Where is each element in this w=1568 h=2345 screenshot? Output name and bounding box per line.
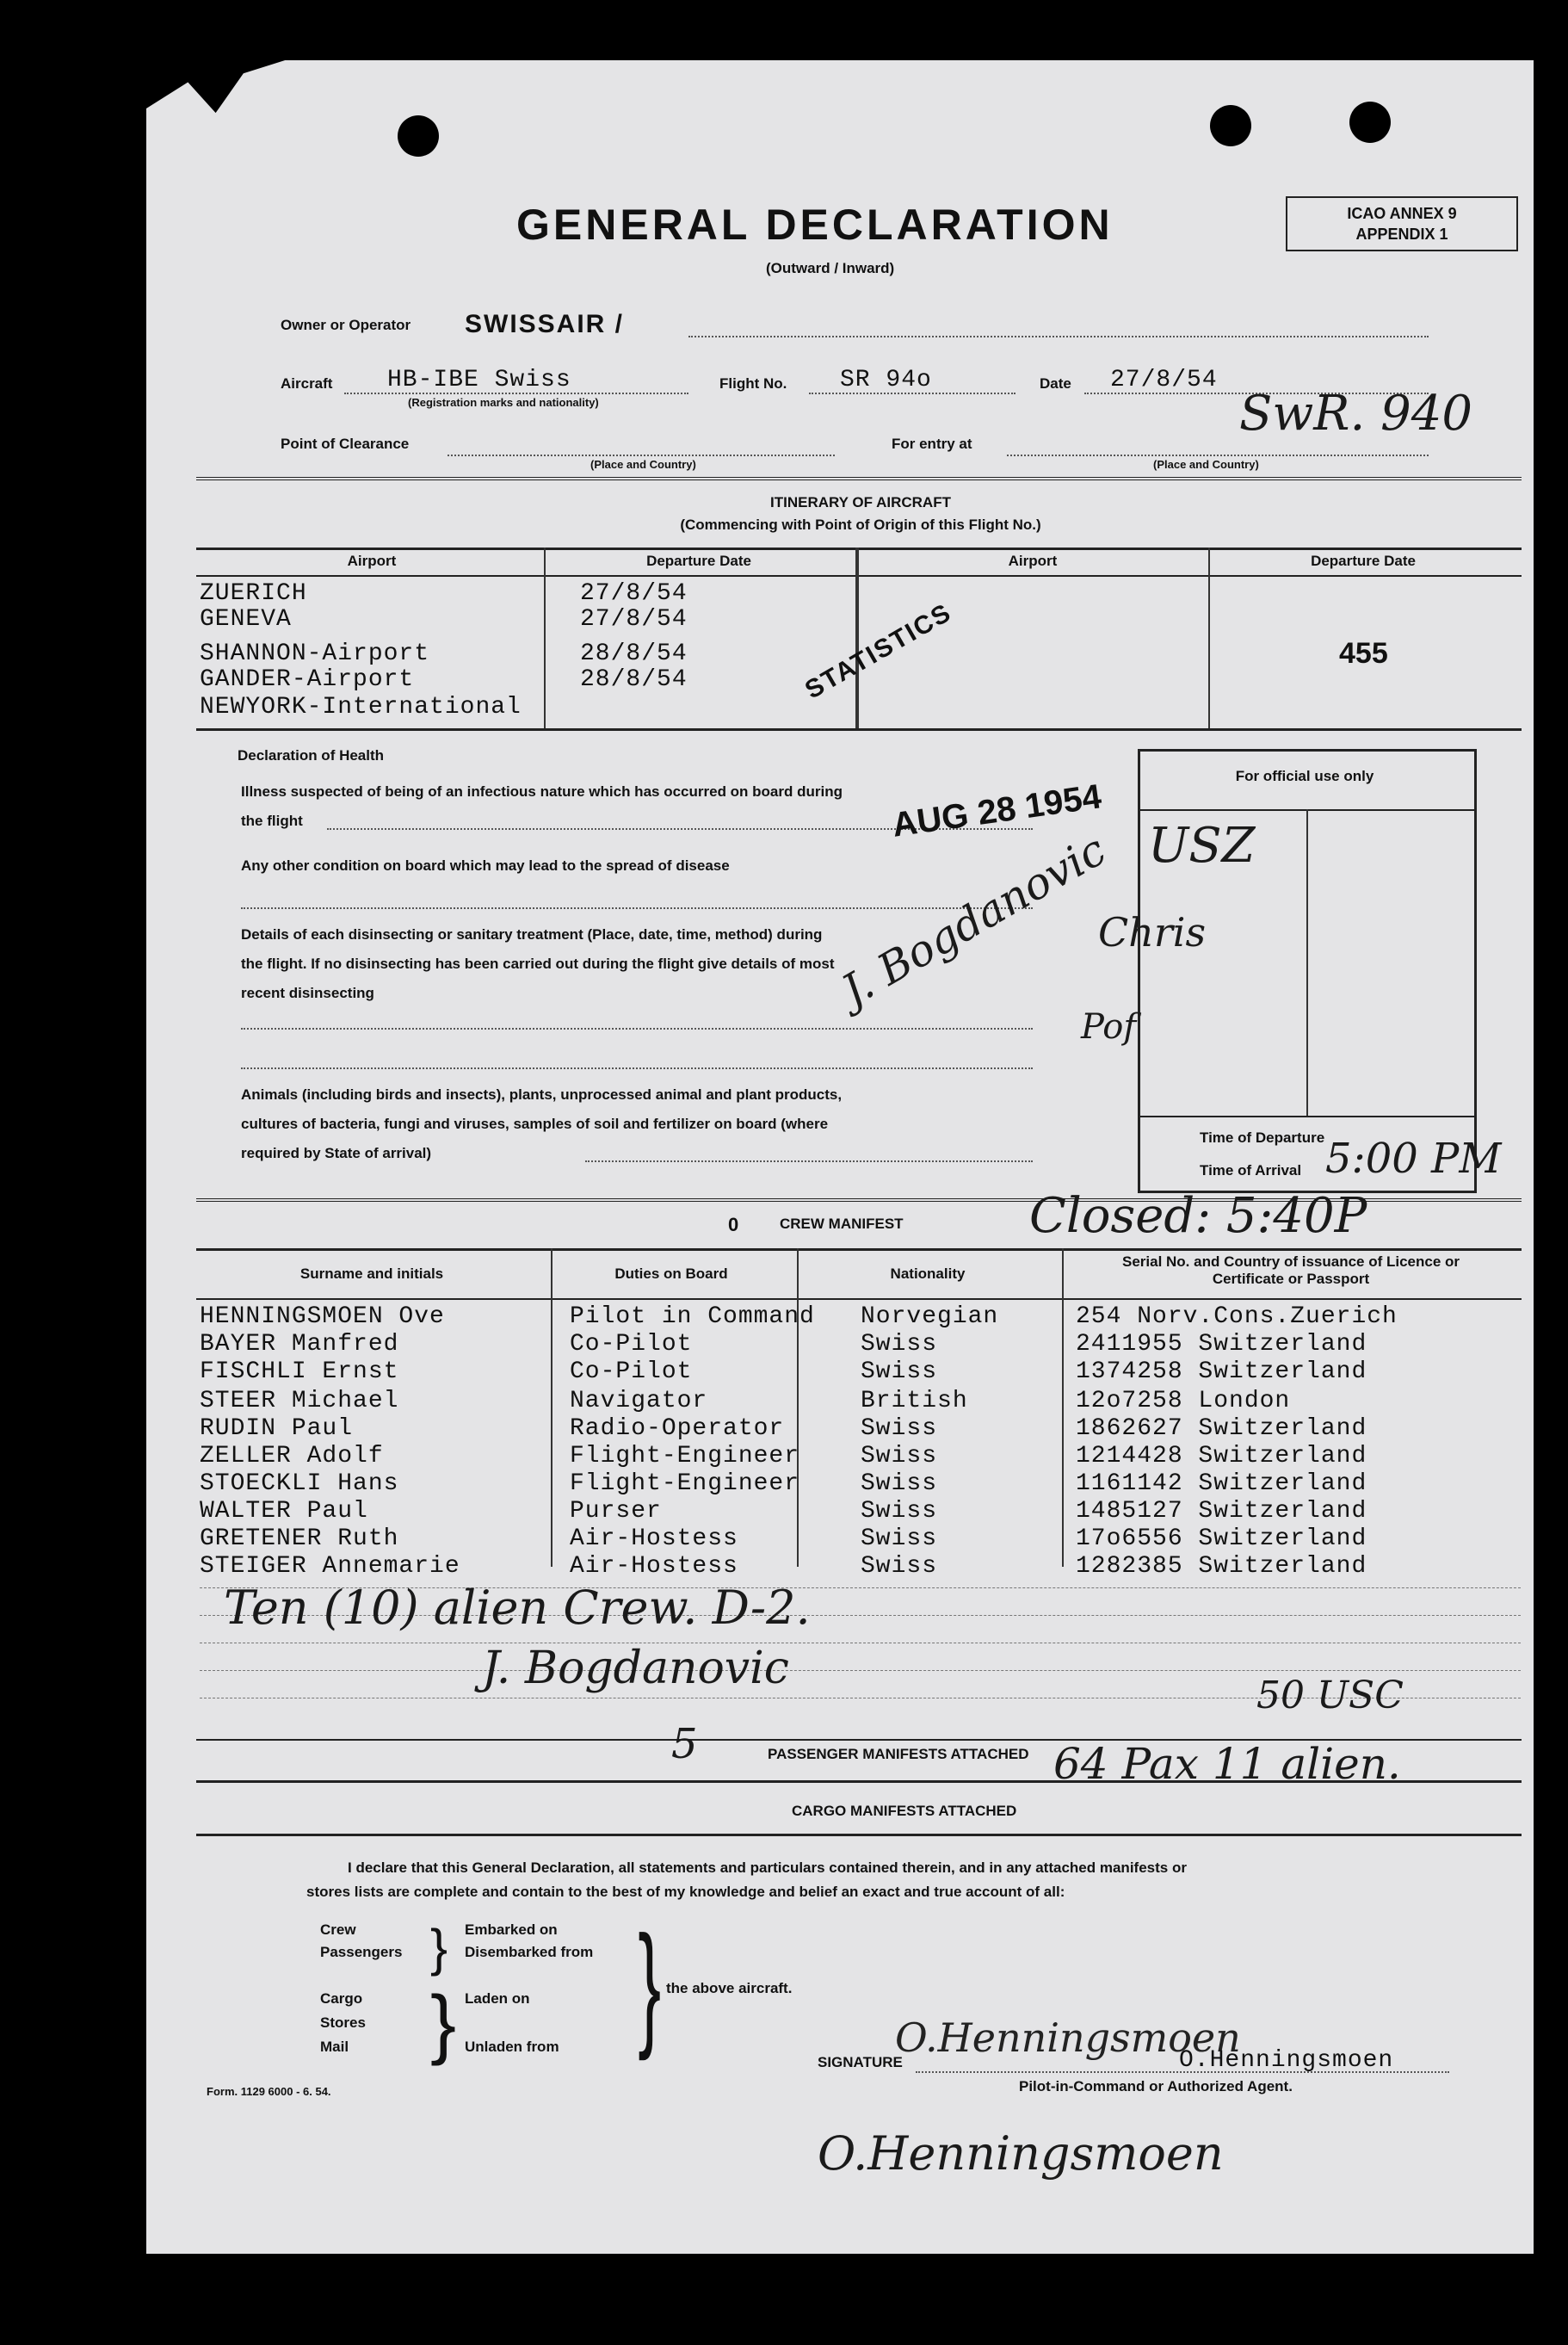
- crew-divider: [797, 1248, 799, 1567]
- crew-count-mark: 0: [728, 1214, 739, 1235]
- crew-name: WALTER Paul: [200, 1498, 368, 1525]
- crew-nat: Swiss: [861, 1525, 938, 1552]
- official-rule: [1138, 1116, 1474, 1117]
- health-q3-line1: Details of each disinsecting or sanitary treatment (Place, date, time, method) during: [241, 926, 823, 943]
- crew-duty: Purser: [570, 1498, 662, 1525]
- crew-divider: [551, 1248, 553, 1567]
- inspector-signature: J. Bogdanovic: [833, 825, 1114, 1016]
- date-value: 27/8/54: [1110, 367, 1218, 393]
- crew-hand-note: Ten (10) alien Crew. D-2.: [224, 1581, 811, 1635]
- date-label: Date: [1040, 375, 1071, 392]
- official-use-label: For official use only: [1235, 768, 1374, 784]
- crew-serial: 1485127 Switzerland: [1076, 1498, 1367, 1525]
- pilot-signature: O.Henningsmoen: [895, 2014, 1241, 2061]
- itin-header-airport-2: Airport: [1008, 553, 1058, 569]
- health-q4-answer: [585, 1160, 1033, 1162]
- health-q1-line2: the flight: [241, 813, 303, 829]
- itin-date: 28/8/54: [580, 666, 688, 693]
- rule: [196, 728, 1522, 731]
- handwritten-flight: SwR. 940: [1239, 386, 1472, 442]
- passenger-count-hand: 5: [671, 1720, 698, 1768]
- crew-serial: 2411955 Switzerland: [1076, 1331, 1367, 1358]
- decl-disembarked: Disembarked from: [465, 1944, 594, 1960]
- entry-label: For entry at: [892, 436, 972, 452]
- crew-serial: 1282385 Switzerland: [1076, 1553, 1367, 1580]
- declaration-line-1: I declare that this General Declaration, all statements and particulars contained therein, and in any attached manifests or: [348, 1859, 1187, 1876]
- place-country-note-2: (Place and Country): [1153, 458, 1259, 471]
- rule: [196, 1298, 1522, 1300]
- crew-name: STOECKLI Hans: [200, 1470, 399, 1497]
- decl-right: the above aircraft.: [666, 1980, 793, 1996]
- crew-serial: 17o6556 Switzerland: [1076, 1525, 1367, 1552]
- passenger-hand: 64 Pax 11 alien.: [1053, 1739, 1401, 1789]
- health-q4-line1: Animals (including birds and insects), plants, unprocessed animal and plant products,: [241, 1086, 843, 1103]
- rule: [196, 1834, 1522, 1836]
- closed-hand: Closed: 5:40P: [1029, 1188, 1367, 1244]
- health-title: Declaration of Health: [238, 747, 385, 764]
- uscit-hand: 50 USC: [1256, 1674, 1404, 1717]
- passenger-label: PASSENGER MANIFESTS ATTACHED: [768, 1746, 1029, 1762]
- crew-serial: 1374258 Switzerland: [1076, 1358, 1367, 1385]
- itin-airport: ZUERICH: [200, 580, 307, 607]
- rule: [196, 575, 1522, 577]
- owner-line: [688, 336, 1429, 337]
- decl-crew: Crew: [320, 1921, 356, 1938]
- icao-box: [1286, 196, 1518, 251]
- crew-name: ZELLER Adolf: [200, 1443, 384, 1469]
- crew-hand-signature: J. Bogdanovic: [482, 1643, 789, 1694]
- itin-airport: NEWYORK-International: [200, 694, 522, 721]
- crew-name: RUDIN Paul: [200, 1415, 354, 1442]
- decl-laden: Laden on: [465, 1990, 530, 2007]
- flight-value: SR 94o: [840, 367, 932, 393]
- itin-divider: [855, 548, 859, 728]
- clearance-line: [448, 455, 835, 456]
- health-q1-line1: Illness suspected of being of an infectious nature which has occurred on board during: [241, 783, 843, 800]
- crew-serial: 1161142 Switzerland: [1076, 1470, 1367, 1497]
- crew-serial: 12o7258 London: [1076, 1388, 1291, 1414]
- aircraft-line: [344, 393, 688, 394]
- crew-nat: British: [861, 1388, 968, 1414]
- crew-nat: Swiss: [861, 1415, 938, 1442]
- health-q4-line2: cultures of bacteria, fungi and viruses, samples of soil and fertilizer on board (where: [241, 1116, 829, 1132]
- crew-duty: Navigator: [570, 1388, 708, 1414]
- crew-duty: Flight-Engineer: [570, 1443, 800, 1469]
- declaration-line-2: stores lists are complete and contain to the best of my knowledge and belief an exact and true account of all:: [306, 1884, 1065, 1900]
- crew-name: GRETENER Ruth: [200, 1525, 399, 1552]
- itin-date: 28/8/54: [580, 640, 688, 667]
- official-hand-2: Chris: [1098, 909, 1207, 956]
- itin-date: 27/8/54: [580, 580, 688, 607]
- crew-duty: Pilot in Command: [570, 1303, 815, 1330]
- crew-nat: Swiss: [861, 1331, 938, 1358]
- place-country-note-1: (Place and Country): [590, 458, 696, 471]
- crew-duty: Co-Pilot: [570, 1358, 693, 1385]
- crew-name: BAYER Manfred: [200, 1331, 399, 1358]
- decl-mail: Mail: [320, 2039, 349, 2055]
- official-divider: [1306, 809, 1308, 1116]
- brace: }: [430, 1919, 448, 1977]
- time-departure-label: Time of Departure: [1200, 1129, 1325, 1146]
- crew-name: HENNINGSMOEN Ove: [200, 1303, 445, 1330]
- crew-nat: Norvegian: [861, 1303, 999, 1330]
- crew-header-duty: Duties on Board: [614, 1265, 728, 1282]
- decl-unladen: Unladen from: [465, 2039, 559, 2055]
- crew-nat: Swiss: [861, 1358, 938, 1385]
- flight-label: Flight No.: [719, 375, 787, 392]
- crew-name: STEER Michael: [200, 1388, 399, 1414]
- icao-line-1: ICAO ANNEX 9: [1347, 205, 1457, 222]
- crew-nat: Swiss: [861, 1470, 938, 1497]
- itin-header-airport-1: Airport: [347, 553, 397, 569]
- decl-stores: Stores: [320, 2014, 366, 2031]
- crew-nat: Swiss: [861, 1443, 938, 1469]
- crew-serial: 1862627 Switzerland: [1076, 1415, 1367, 1442]
- punch-hole: [1210, 105, 1251, 146]
- rule: [196, 477, 1522, 480]
- owner-label: Owner or Operator: [281, 317, 411, 333]
- crew-nat: Swiss: [861, 1553, 938, 1580]
- itin-airport: GENEVA: [200, 606, 292, 633]
- owner-value: SWISSAIR /: [465, 310, 625, 338]
- signature-name: O.Henningsmoen: [1179, 2047, 1394, 2074]
- crew-header-serial: Serial No. and Country of issuance of Licence or Certificate or Passport: [1121, 1253, 1460, 1287]
- flight-line: [809, 393, 1015, 394]
- itin-header-date-2: Departure Date: [1311, 553, 1416, 569]
- decl-embarked: Embarked on: [465, 1921, 558, 1938]
- itin-divider: [1208, 548, 1210, 728]
- decl-cargo: Cargo: [320, 1990, 363, 2007]
- crew-duty: Flight-Engineer: [570, 1470, 800, 1497]
- statistics-stamp: STATISTICS: [800, 597, 957, 705]
- entry-line: [1007, 455, 1429, 456]
- form-subtitle: (Outward / Inward): [766, 260, 895, 276]
- crew-name: STEIGER Annemarie: [200, 1553, 460, 1580]
- punch-hole: [1349, 102, 1391, 143]
- itin-header-date-1: Departure Date: [646, 553, 751, 569]
- row-rule: [200, 1670, 1521, 1671]
- icao-line-2: APPENDIX 1: [1355, 226, 1448, 243]
- aircraft-label: Aircraft: [281, 375, 333, 392]
- rule: [196, 1248, 1522, 1251]
- aircraft-value: HB-IBE Swiss: [387, 367, 571, 393]
- signature-label: SIGNATURE: [818, 2054, 903, 2070]
- itin-divider: [544, 548, 546, 728]
- itin-airport: GANDER-Airport: [200, 666, 415, 693]
- crew-name: FISCHLI Ernst: [200, 1358, 399, 1385]
- official-hand-1: USZ: [1148, 818, 1256, 874]
- decl-passengers: Passengers: [320, 1944, 403, 1960]
- brace: }: [638, 1907, 662, 2061]
- crew-header-name: Surname and initials: [299, 1265, 444, 1282]
- stamp-number: 455: [1339, 637, 1388, 670]
- form-number: Form. 1129 6000 - 6. 54.: [207, 2085, 331, 2098]
- health-q3-answer: [241, 1067, 1033, 1069]
- registration-note: (Registration marks and nationality): [408, 396, 599, 409]
- rule: [196, 548, 1522, 550]
- crew-duty: Radio-Operator: [570, 1415, 785, 1442]
- pilot-signature-lower: O.Henningsmoen: [818, 2126, 1224, 2181]
- time-arrival-hand: 5:00 PM: [1325, 1135, 1502, 1183]
- punch-hole: [398, 115, 439, 157]
- crew-divider: [1062, 1248, 1064, 1567]
- crew-header-nat: Nationality: [890, 1265, 966, 1282]
- itinerary-subtitle: (Commencing with Point of Origin of this Flight No.): [680, 517, 1041, 533]
- crew-title: CREW MANIFEST: [780, 1216, 904, 1232]
- crew-duty: Air-Hostess: [570, 1553, 738, 1580]
- health-q4-line3: required by State of arrival): [241, 1145, 432, 1161]
- crew-serial: 1214428 Switzerland: [1076, 1443, 1367, 1469]
- itinerary-title: ITINERARY OF AIRCRAFT: [770, 494, 951, 510]
- clearance-label: Point of Clearance: [281, 436, 410, 452]
- time-arrival-label: Time of Arrival: [1200, 1162, 1302, 1179]
- crew-nat: Swiss: [861, 1498, 938, 1525]
- cargo-label: CARGO MANIFESTS ATTACHED: [792, 1803, 1017, 1819]
- health-q2: Any other condition on board which may lead to the spread of disease: [241, 857, 730, 874]
- itin-airport: SHANNON-Airport: [200, 640, 430, 667]
- crew-duty: Co-Pilot: [570, 1331, 693, 1358]
- crew-serial: 254 Norv.Cons.Zuerich: [1076, 1303, 1398, 1330]
- date-stamp: AUG 28 1954: [890, 777, 1104, 845]
- form-title: GENERAL DECLARATION: [516, 201, 1114, 249]
- signature-role: Pilot-in-Command or Authorized Agent.: [1019, 2078, 1293, 2094]
- itin-date: 27/8/54: [580, 606, 688, 633]
- health-q3-line2: the flight. If no disinsecting has been carried out during the flight give details of most: [241, 956, 835, 972]
- official-hand-3: Pof: [1081, 1007, 1137, 1047]
- health-q2-answer: [241, 907, 1033, 909]
- health-q3-answer: [241, 1028, 1033, 1030]
- rule: [196, 1780, 1522, 1783]
- health-q3-line3: recent disinsecting: [241, 985, 374, 1001]
- brace: }: [430, 1981, 457, 2067]
- crew-duty: Air-Hostess: [570, 1525, 738, 1552]
